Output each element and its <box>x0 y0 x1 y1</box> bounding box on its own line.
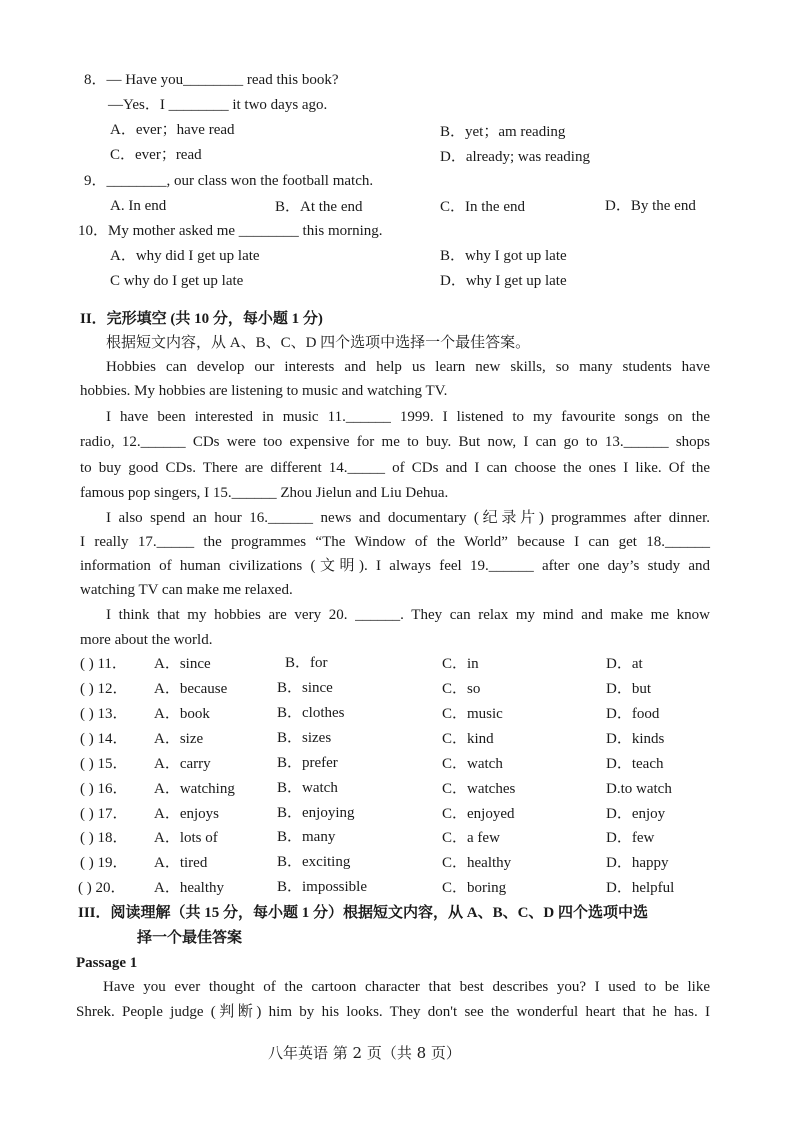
choice-a: A．healthy <box>154 880 224 896</box>
cloze-line: hobbies. My hobbies are listening to music and watching TV. <box>80 383 448 399</box>
section2-instruction: 根据短文内容，从 A、B、C、D 四个选项中选择一个最佳答案。 <box>106 335 531 351</box>
q10-stem: 10．My mother asked me ________ this morning. <box>78 223 383 239</box>
choice-a: A．lots of <box>154 830 218 846</box>
section3-heading-cont: 择一个最佳答案 <box>137 930 243 946</box>
section2-heading: II．完形填空 (共 10 分，每小题 1 分) <box>80 311 323 327</box>
choice-b: B．clothes <box>277 705 345 721</box>
choice-c: C．in <box>442 656 479 672</box>
choice-d: D．enjoy <box>606 806 666 822</box>
choice-a: A．watching <box>154 781 235 797</box>
choice-b: B．sizes <box>277 730 332 746</box>
choice-b: B．since <box>277 680 333 696</box>
section3-heading: III．阅读理解（共 15 分，每小题 1 分）根据短文内容，从 A、B、C、D 四个选项中选 <box>78 905 649 921</box>
choice-c: C．healthy <box>442 855 512 871</box>
q10-option-a: A．why did I get up late <box>110 248 260 264</box>
cloze-line: to buy good CDs. There are different 14._____ of CDs and I can choose the ones I like. Of the <box>80 460 710 476</box>
choice-a: A．because <box>154 681 228 697</box>
q9-stem: 9．________, our class won the football match. <box>84 173 374 189</box>
choice-c: C．watches <box>442 781 516 797</box>
cloze-line: Hobbies can develop our interests and help us learn new skills, so many students have <box>106 359 710 375</box>
choice-d: D．happy <box>606 855 669 871</box>
choice-d: D．at <box>606 656 643 672</box>
choice-a: A．book <box>154 706 210 722</box>
choice-b: B．for <box>285 655 328 671</box>
passage-line: Have you ever thought of the cartoon character that best describes you? I used to be like <box>103 979 710 995</box>
choice-number: ( ) 17． <box>80 806 128 822</box>
cloze-line: more about the world. <box>80 632 213 648</box>
cloze-line: I think that my hobbies are very 20. ______. They can relax my mind and make me know <box>106 607 710 623</box>
choice-b: B．impossible <box>277 879 368 895</box>
cloze-line: information of human civilizations (文明). I always feel 19.______ after one day’s study and <box>80 558 710 574</box>
page-footer: 八年英语 第 2 页（共 8 页） <box>268 1044 461 1062</box>
cloze-line: I have been interested in music 11.______ 1999. I listened to my favourite songs on the <box>106 409 710 425</box>
q8-stem: 8．— Have you________ read this book? <box>84 72 339 88</box>
choice-d: D．helpful <box>606 880 675 896</box>
choice-d: D．food <box>606 706 660 722</box>
q9-option-a: A. In end <box>110 198 167 214</box>
choice-number: ( ) 11． <box>80 656 127 672</box>
q10-option-d: D．why I get up late <box>440 273 567 289</box>
choice-c: C．kind <box>442 731 494 747</box>
choice-number: ( ) 15． <box>80 756 128 772</box>
q9-option-c: C．In the end <box>440 199 525 215</box>
choice-b: B．prefer <box>277 755 338 771</box>
passage-title: Passage 1 <box>76 955 138 971</box>
choice-a: A．since <box>154 656 211 672</box>
choice-b: B．watch <box>277 780 338 796</box>
cloze-line: watching TV can make me relaxed. <box>80 582 293 598</box>
choice-number: ( ) 12． <box>80 681 128 697</box>
choice-a: A．tired <box>154 855 208 871</box>
choice-d: D.to watch <box>606 781 672 797</box>
choice-b: B．enjoying <box>277 805 355 821</box>
q10-option-b: B．why I got up late <box>440 248 567 264</box>
choice-number: ( ) 14． <box>80 731 128 747</box>
choice-b: B．exciting <box>277 854 351 870</box>
choice-number: ( ) 16． <box>80 781 128 797</box>
cloze-line: I really 17._____ the programmes “The Window of the World” because I can get 18.______ <box>80 534 710 550</box>
cloze-line: radio, 12.______ CDs were too expensive for me to buy. But now, I can go to 13.______ shops <box>80 434 710 450</box>
choice-b: B．many <box>277 829 336 845</box>
cloze-line: famous pop singers, I 15.______ Zhou Jielun and Liu Dehua. <box>80 485 449 501</box>
q8-option-b: B．yet；am reading <box>440 124 566 140</box>
choice-c: C．enjoyed <box>442 806 515 822</box>
q8-option-c: C．ever；read <box>110 147 202 163</box>
q9-option-d: D．By the end <box>605 198 696 214</box>
choice-d: D．few <box>606 830 655 846</box>
q9-option-b: B．At the end <box>275 199 363 215</box>
choice-a: A．size <box>154 731 204 747</box>
choice-a: A．enjoys <box>154 806 219 822</box>
choice-c: C．a few <box>442 830 500 846</box>
choice-d: D．but <box>606 681 652 697</box>
choice-a: A．carry <box>154 756 211 772</box>
q8-option-d: D．already; was reading <box>440 149 590 165</box>
passage-line: Shrek. People judge (判断) him by his looks. They don't see the wonderful heart that he has. I <box>76 1004 710 1020</box>
cloze-line: I also spend an hour 16.______ news and documentary (纪录片) programmes after dinner. <box>106 510 710 526</box>
choice-c: C．music <box>442 706 503 722</box>
choice-number: ( ) 20． <box>78 880 126 896</box>
q10-option-c: C why do I get up late <box>110 273 244 289</box>
choice-c: C．so <box>442 681 481 697</box>
q8-option-a: A．ever；have read <box>110 122 235 138</box>
choice-d: D．kinds <box>606 731 665 747</box>
choice-d: D．teach <box>606 756 664 772</box>
q8-reply: —Yes．I ________ it two days ago. <box>108 97 328 113</box>
choice-c: C．watch <box>442 756 503 772</box>
choice-number: ( ) 13． <box>80 706 128 722</box>
choice-number: ( ) 18． <box>80 830 128 846</box>
choice-c: C．boring <box>442 880 507 896</box>
choice-number: ( ) 19． <box>80 855 128 871</box>
